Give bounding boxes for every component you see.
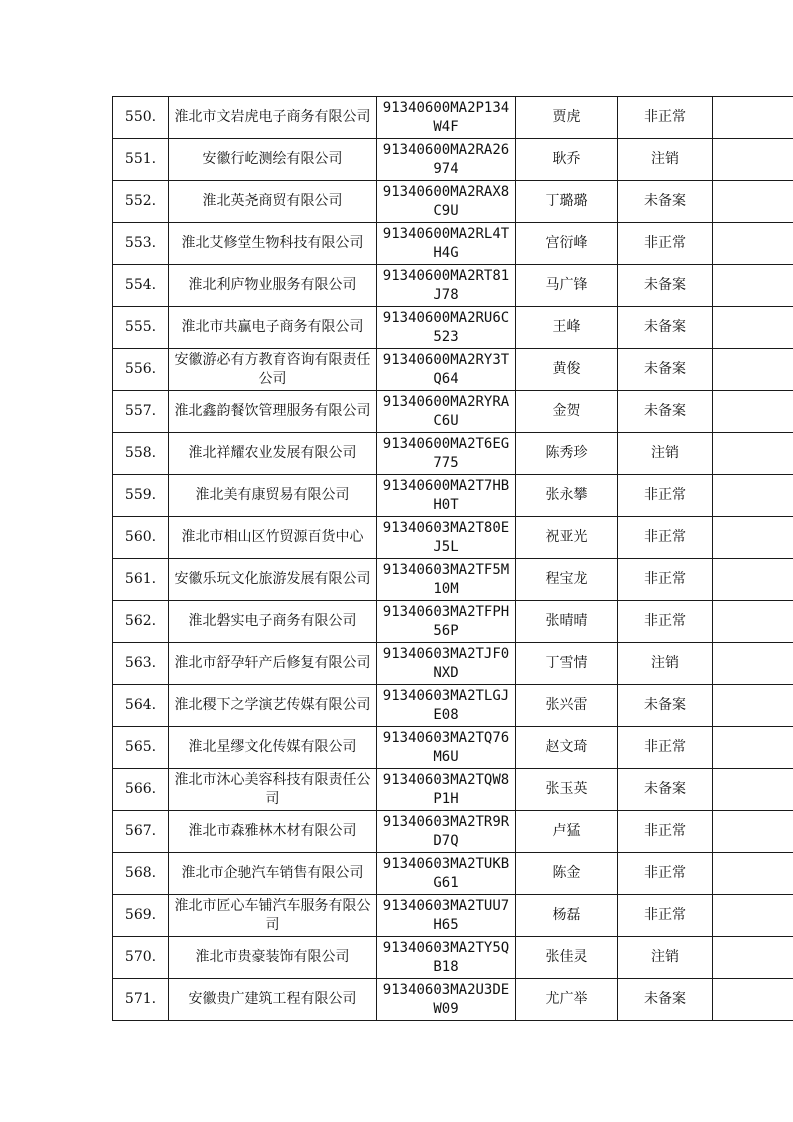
company-name-cell: 安徽贵广建筑工程有限公司 (169, 979, 377, 1021)
credit-code-cell: 91340603MA2TFPH56P (377, 601, 516, 643)
row-index-cell: 570. (113, 937, 169, 979)
status-cell: 注销 (618, 937, 713, 979)
credit-code-cell: 91340603MA2U3DEW09 (377, 979, 516, 1021)
remarks-cell (713, 475, 793, 517)
legal-representative-cell: 张兴雷 (516, 685, 618, 727)
status-cell: 非正常 (618, 97, 713, 139)
table-body (113, 97, 793, 1021)
legal-representative-cell: 卢猛 (516, 811, 618, 853)
table-row (113, 769, 793, 811)
row-index-cell: 571. (113, 979, 169, 1021)
credit-code-cell: 91340603MA2TQ76M6U (377, 727, 516, 769)
status-cell: 未备案 (618, 769, 713, 811)
legal-representative-cell: 张晴晴 (516, 601, 618, 643)
status-cell: 未备案 (618, 979, 713, 1021)
status-cell: 未备案 (618, 307, 713, 349)
credit-code-cell: 91340603MA2TJF0NXD (377, 643, 516, 685)
table-row (113, 559, 793, 601)
row-index-cell: 567. (113, 811, 169, 853)
company-name-cell: 淮北市舒孕轩产后修复有限公司 (169, 643, 377, 685)
table-row (113, 937, 793, 979)
status-cell: 非正常 (618, 895, 713, 937)
remarks-cell (713, 97, 793, 139)
table-row (113, 601, 793, 643)
company-name-cell: 淮北艾修堂生物科技有限公司 (169, 223, 377, 265)
company-name-cell: 淮北市贵豪装饰有限公司 (169, 937, 377, 979)
legal-representative-cell: 王峰 (516, 307, 618, 349)
company-name-cell: 安徽乐玩文化旅游发展有限公司 (169, 559, 377, 601)
legal-representative-cell: 耿乔 (516, 139, 618, 181)
legal-representative-cell: 丁璐璐 (516, 181, 618, 223)
table-row (113, 517, 793, 559)
remarks-cell (713, 181, 793, 223)
status-cell: 非正常 (618, 517, 713, 559)
legal-representative-cell: 贾虎 (516, 97, 618, 139)
row-index-cell: 562. (113, 601, 169, 643)
table-row (113, 223, 793, 265)
status-cell: 非正常 (618, 475, 713, 517)
row-index-cell: 563. (113, 643, 169, 685)
legal-representative-cell: 黄俊 (516, 349, 618, 391)
legal-representative-cell: 陈秀珍 (516, 433, 618, 475)
company-name-cell: 淮北祥耀农业发展有限公司 (169, 433, 377, 475)
remarks-cell (713, 349, 793, 391)
row-index-cell: 566. (113, 769, 169, 811)
legal-representative-cell: 宫衍峰 (516, 223, 618, 265)
remarks-cell (713, 223, 793, 265)
remarks-cell (713, 559, 793, 601)
table-row (113, 139, 793, 181)
table-row (113, 307, 793, 349)
credit-code-cell: 91340603MA2TF5M10M (377, 559, 516, 601)
remarks-cell (713, 391, 793, 433)
credit-code-cell: 91340603MA2TR9RD7Q (377, 811, 516, 853)
legal-representative-cell: 祝亚光 (516, 517, 618, 559)
credit-code-cell: 91340600MA2P134W4F (377, 97, 516, 139)
status-cell: 未备案 (618, 349, 713, 391)
row-index-cell: 551. (113, 139, 169, 181)
credit-code-cell: 91340600MA2RA26974 (377, 139, 516, 181)
legal-representative-cell: 尤广举 (516, 979, 618, 1021)
company-name-cell: 淮北利庐物业服务有限公司 (169, 265, 377, 307)
status-cell: 未备案 (618, 265, 713, 307)
table-row (113, 643, 793, 685)
company-name-cell: 淮北市企驰汽车销售有限公司 (169, 853, 377, 895)
table-row (113, 979, 793, 1021)
row-index-cell: 554. (113, 265, 169, 307)
company-name-cell: 淮北鑫韵餐饮管理服务有限公司 (169, 391, 377, 433)
company-name-cell: 淮北英尧商贸有限公司 (169, 181, 377, 223)
remarks-cell (713, 853, 793, 895)
company-name-cell: 淮北磐实电子商务有限公司 (169, 601, 377, 643)
table-row (113, 181, 793, 223)
status-cell: 非正常 (618, 727, 713, 769)
credit-code-cell: 91340603MA2TQW8P1H (377, 769, 516, 811)
table-row (113, 349, 793, 391)
table-row (113, 895, 793, 937)
legal-representative-cell: 金贺 (516, 391, 618, 433)
table-row (113, 685, 793, 727)
credit-code-cell: 91340603MA2TY5QB18 (377, 937, 516, 979)
credit-code-cell: 91340600MA2RAX8C9U (377, 181, 516, 223)
legal-representative-cell: 陈金 (516, 853, 618, 895)
company-name-cell: 淮北市共赢电子商务有限公司 (169, 307, 377, 349)
company-registry-table (112, 96, 793, 1021)
row-index-cell: 569. (113, 895, 169, 937)
remarks-cell (713, 685, 793, 727)
row-index-cell: 565. (113, 727, 169, 769)
credit-code-cell: 91340600MA2RYRAC6U (377, 391, 516, 433)
credit-code-cell: 91340600MA2RL4TH4G (377, 223, 516, 265)
legal-representative-cell: 杨磊 (516, 895, 618, 937)
credit-code-cell: 91340603MA2TUU7H65 (377, 895, 516, 937)
company-name-cell: 淮北市文岩虎电子商务有限公司 (169, 97, 377, 139)
status-cell: 非正常 (618, 853, 713, 895)
credit-code-cell: 91340600MA2T6EG775 (377, 433, 516, 475)
status-cell: 未备案 (618, 181, 713, 223)
credit-code-cell: 91340600MA2RY3TQ64 (377, 349, 516, 391)
status-cell: 非正常 (618, 223, 713, 265)
status-cell: 注销 (618, 139, 713, 181)
remarks-cell (713, 727, 793, 769)
legal-representative-cell: 程宝龙 (516, 559, 618, 601)
row-index-cell: 560. (113, 517, 169, 559)
credit-code-cell: 91340603MA2T80EJ5L (377, 517, 516, 559)
company-name-cell: 淮北星缪文化传媒有限公司 (169, 727, 377, 769)
remarks-cell (713, 307, 793, 349)
row-index-cell: 553. (113, 223, 169, 265)
remarks-cell (713, 433, 793, 475)
status-cell: 非正常 (618, 601, 713, 643)
status-cell: 注销 (618, 643, 713, 685)
status-cell: 注销 (618, 433, 713, 475)
row-index-cell: 559. (113, 475, 169, 517)
row-index-cell: 557. (113, 391, 169, 433)
company-name-cell: 安徽行屹测绘有限公司 (169, 139, 377, 181)
remarks-cell (713, 937, 793, 979)
remarks-cell (713, 265, 793, 307)
remarks-cell (713, 769, 793, 811)
table-row (113, 853, 793, 895)
company-name-cell: 淮北美有康贸易有限公司 (169, 475, 377, 517)
credit-code-cell: 91340600MA2RT81J78 (377, 265, 516, 307)
table-row (113, 811, 793, 853)
status-cell: 非正常 (618, 559, 713, 601)
remarks-cell (713, 643, 793, 685)
row-index-cell: 555. (113, 307, 169, 349)
remarks-cell (713, 811, 793, 853)
credit-code-cell: 91340600MA2T7HBH0T (377, 475, 516, 517)
row-index-cell: 552. (113, 181, 169, 223)
legal-representative-cell: 张玉英 (516, 769, 618, 811)
table-row (113, 727, 793, 769)
remarks-cell (713, 517, 793, 559)
legal-representative-cell: 马广锋 (516, 265, 618, 307)
table-row (113, 265, 793, 307)
credit-code-cell: 91340603MA2TUKBG61 (377, 853, 516, 895)
remarks-cell (713, 895, 793, 937)
remarks-cell (713, 601, 793, 643)
status-cell: 非正常 (618, 811, 713, 853)
row-index-cell: 568. (113, 853, 169, 895)
legal-representative-cell: 张佳灵 (516, 937, 618, 979)
row-index-cell: 556. (113, 349, 169, 391)
table-row (113, 391, 793, 433)
company-name-cell: 淮北市沐心美容科技有限责任公司 (169, 769, 377, 811)
company-name-cell: 淮北市相山区竹贸源百货中心 (169, 517, 377, 559)
table-row (113, 475, 793, 517)
remarks-cell (713, 139, 793, 181)
legal-representative-cell: 丁雪情 (516, 643, 618, 685)
company-name-cell: 淮北市匠心车铺汽车服务有限公司 (169, 895, 377, 937)
row-index-cell: 558. (113, 433, 169, 475)
row-index-cell: 561. (113, 559, 169, 601)
row-index-cell: 550. (113, 97, 169, 139)
table-row (113, 97, 793, 139)
legal-representative-cell: 赵文琦 (516, 727, 618, 769)
legal-representative-cell: 张永攀 (516, 475, 618, 517)
credit-code-cell: 91340600MA2RU6C523 (377, 307, 516, 349)
company-name-cell: 安徽游必有方教育咨询有限责任公司 (169, 349, 377, 391)
company-name-cell: 淮北稷下之学演艺传媒有限公司 (169, 685, 377, 727)
row-index-cell: 564. (113, 685, 169, 727)
status-cell: 未备案 (618, 391, 713, 433)
table-row (113, 433, 793, 475)
company-name-cell: 淮北市森雅林木材有限公司 (169, 811, 377, 853)
credit-code-cell: 91340603MA2TLGJE08 (377, 685, 516, 727)
remarks-cell (713, 979, 793, 1021)
status-cell: 未备案 (618, 685, 713, 727)
